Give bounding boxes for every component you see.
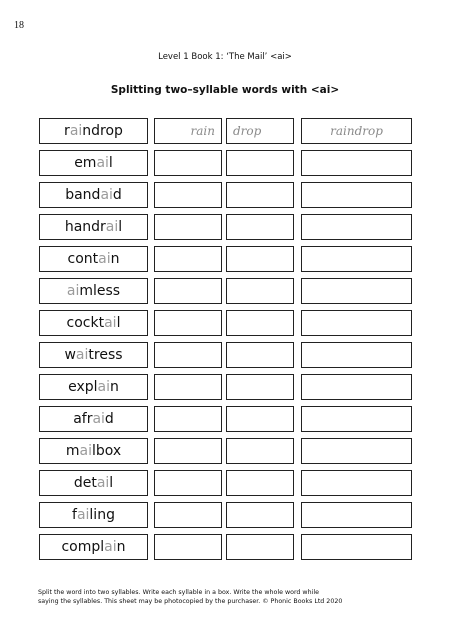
syllable-1-box[interactable]: [154, 118, 222, 144]
whole-word-box[interactable]: [301, 214, 412, 240]
footer-line-2: saying the syllables. This sheet may be photocopied by the purchaser. © Phonic Books Ltd 2020: [38, 598, 343, 605]
word-row: [0, 118, 450, 144]
word-box: cockt ai l: [39, 310, 148, 336]
word-row: [0, 278, 450, 304]
syllable-2-box[interactable]: [226, 374, 294, 400]
whole-word-box[interactable]: [301, 118, 412, 144]
footer-line-1: Split the word into two syllables. Write each syllable in a box. Write the whole word while: [38, 589, 319, 596]
syllable-1-box[interactable]: [154, 534, 222, 560]
book-header: Level 1 Book 1: ‘The Mail’ <ai>: [158, 52, 292, 62]
instructions-footer: [38, 588, 418, 606]
whole-word-box[interactable]: [301, 534, 412, 560]
word-row: [0, 502, 450, 528]
word-box: expl ai n: [39, 374, 148, 400]
word-box: det ai l: [39, 470, 148, 496]
syllable-1-box[interactable]: [154, 342, 222, 368]
syllable-2-box[interactable]: [226, 534, 294, 560]
word-row: [0, 534, 450, 560]
syllable-1-box[interactable]: [154, 502, 222, 528]
syllable-2-box[interactable]: [226, 118, 294, 144]
syllable-1-box[interactable]: [154, 470, 222, 496]
word-row: [0, 470, 450, 496]
syllable-1-box[interactable]: [154, 406, 222, 432]
syllable-2-box[interactable]: [226, 438, 294, 464]
whole-word-box[interactable]: [301, 470, 412, 496]
word-row: [0, 246, 450, 272]
word-box: afr ai d: [39, 406, 148, 432]
word-row: [0, 342, 450, 368]
whole-word-box[interactable]: [301, 182, 412, 208]
syllable-1-box[interactable]: [154, 438, 222, 464]
whole-word-box[interactable]: [301, 278, 412, 304]
word-box: m ai lbox: [39, 438, 148, 464]
syllable-2-box[interactable]: [226, 246, 294, 272]
syllable-2-box[interactable]: [226, 278, 294, 304]
syllable-2-box[interactable]: [226, 406, 294, 432]
word-box: em ai l: [39, 150, 148, 176]
whole-word-box[interactable]: [301, 438, 412, 464]
syllable-2-box[interactable]: [226, 214, 294, 240]
word-box: ai mless: [39, 278, 148, 304]
word-box: w ai tress: [39, 342, 148, 368]
word-box: compl ai n: [39, 534, 148, 560]
word-box: f ai ling: [39, 502, 148, 528]
word-row: [0, 406, 450, 432]
syllable-1-box[interactable]: [154, 310, 222, 336]
syllable-1-box[interactable]: [154, 278, 222, 304]
word-box: cont ai n: [39, 246, 148, 272]
whole-word-box[interactable]: [301, 406, 412, 432]
word-box: band ai d: [39, 182, 148, 208]
whole-word-box[interactable]: [301, 150, 412, 176]
syllable-2-box[interactable]: [226, 310, 294, 336]
whole-word-box[interactable]: [301, 374, 412, 400]
syllable-2-box[interactable]: [226, 470, 294, 496]
whole-word-box[interactable]: [301, 310, 412, 336]
whole-word-box[interactable]: [301, 246, 412, 272]
syllable-1-hint: rain: [190, 124, 215, 138]
word-row: [0, 214, 450, 240]
worksheet-title: Splitting two–syllable words with <ai>: [110, 84, 340, 96]
syllable-2-hint: drop: [233, 124, 262, 138]
whole-word-box[interactable]: [301, 342, 412, 368]
word-row: [0, 310, 450, 336]
word-row: [0, 150, 450, 176]
syllable-1-box[interactable]: [154, 214, 222, 240]
word-row: [0, 438, 450, 464]
whole-word-hint: raindrop: [330, 124, 383, 138]
syllable-1-box[interactable]: [154, 246, 222, 272]
syllable-1-box[interactable]: [154, 182, 222, 208]
syllable-2-box[interactable]: [226, 182, 294, 208]
syllable-2-box[interactable]: [226, 502, 294, 528]
word-row: [0, 374, 450, 400]
syllable-2-box[interactable]: [226, 150, 294, 176]
syllable-1-box[interactable]: [154, 374, 222, 400]
word-box: handr ai l: [39, 214, 148, 240]
page-number: 18: [14, 20, 24, 31]
word-row: [0, 182, 450, 208]
whole-word-box[interactable]: [301, 502, 412, 528]
word-box: r ai ndrop: [39, 118, 148, 144]
syllable-1-box[interactable]: [154, 150, 222, 176]
syllable-2-box[interactable]: [226, 342, 294, 368]
